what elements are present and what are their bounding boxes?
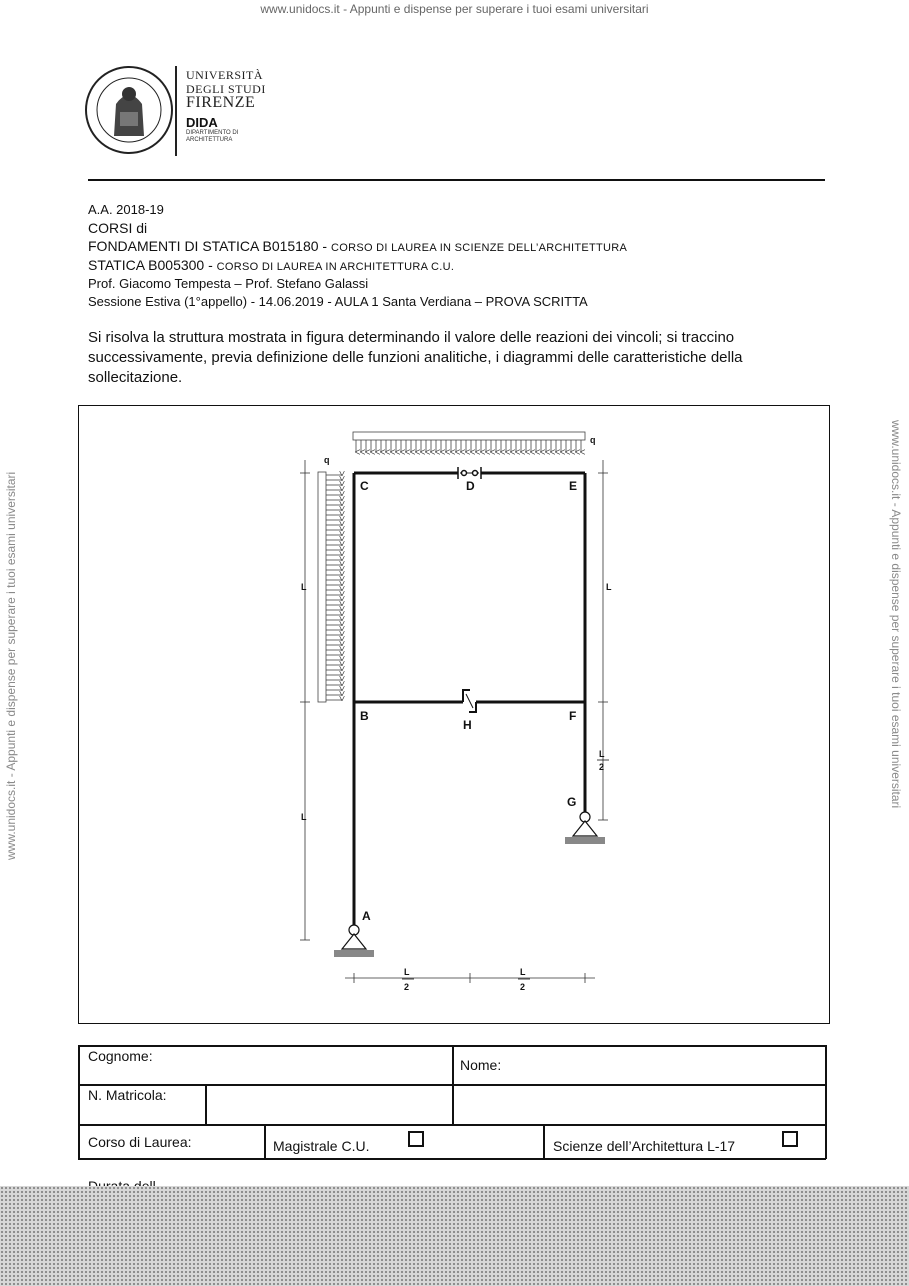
dim-l-left-upper: L — [301, 582, 307, 592]
ground-g — [565, 837, 605, 844]
form-right — [825, 1045, 827, 1159]
dimension-lines — [300, 460, 608, 983]
dim-l-right: L — [606, 582, 612, 592]
top-watermark: www.unidocs.it - Appunti e dispense per superare i tuoi esami universitari — [260, 2, 649, 16]
logo-line2: DEGLI STUDI — [186, 82, 266, 96]
logo-dip1: DIPARTIMENTO DI — [186, 130, 239, 136]
form-bottom — [78, 1158, 826, 1160]
corso-label: Corso di Laurea: — [88, 1134, 192, 1150]
ground-a — [334, 950, 374, 957]
logo-line3: FIRENZE — [186, 94, 256, 111]
dim-half-bottom-left-den: 2 — [404, 982, 410, 992]
form-corso-divider — [264, 1124, 266, 1159]
logo-dida: DIDA — [186, 115, 218, 130]
magistrale-label: Magistrale C.U. — [273, 1138, 370, 1154]
label-g: G — [567, 795, 577, 809]
dim-half-right-num: L — [599, 749, 605, 759]
scienze-label: Scienze dell’Architettura L-17 — [553, 1138, 736, 1154]
scienze-checkbox[interactable] — [782, 1131, 798, 1147]
top-distributed-load — [353, 432, 585, 452]
professors: Prof. Giacomo Tempesta – Prof. Stefano Galassi — [88, 276, 369, 291]
course1-sub: CORSO DI LAUREA IN SCIENZE DELL’ARCHITETTURA — [330, 242, 628, 254]
support-a — [342, 925, 366, 949]
dim-l-left-lower: L — [301, 812, 307, 822]
dim-half-bottom-right-den: 2 — [520, 982, 526, 992]
dim-half-right-den: 2 — [599, 762, 605, 772]
course2-name: STATICA B005300 - — [88, 257, 217, 273]
problem-statement: Si risolva la struttura mostrata in figura determinando il valore delle reazioni dei vincoli; si traccino successivamente, previa definizione delle funzioni analitiche, i diagrammi delle caratteristiche della sollecitazione. — [88, 329, 743, 386]
cognome-label: Cognome: — [88, 1048, 153, 1064]
academic-year: A.A. 2018-19 — [88, 202, 164, 217]
form-mid-divider — [452, 1045, 454, 1125]
load-q-left: q — [324, 455, 330, 465]
label-f: F — [569, 709, 577, 723]
label-e: E — [569, 479, 578, 493]
dim-half-bottom-left-num: L — [404, 967, 410, 977]
right-watermark: www.unidocs.it - Appunti e dispense per superare i tuoi esami universitari — [889, 420, 903, 809]
left-watermark: www.unidocs.it - Appunti e dispense per superare i tuoi esami universitari — [4, 471, 18, 860]
label-c: C — [360, 479, 369, 493]
magistrale-checkbox[interactable] — [408, 1131, 424, 1147]
matricola-label: N. Matricola: — [88, 1087, 167, 1103]
form-matricola-divider — [205, 1084, 207, 1125]
label-h: H — [463, 718, 472, 732]
corsi-label: CORSI di — [88, 220, 148, 236]
label-b: B — [360, 709, 369, 723]
session-info: Sessione Estiva (1°appello) - 14.06.2019 - AULA 1 Santa Verdiana – PROVA SCRITTA — [88, 294, 588, 309]
course1-name: FONDAMENTI DI STATICA B015180 - — [88, 238, 331, 254]
dim-half-bottom-right-num: L — [520, 967, 526, 977]
logo-dip2: ARCHITETTURA — [186, 137, 233, 143]
nome-label: Nome: — [460, 1057, 502, 1073]
form-scienze-divider — [543, 1124, 545, 1159]
course2-sub: CORSO DI LAUREA IN ARCHITETTURA C.U. — [216, 261, 455, 273]
frame-members — [354, 473, 585, 925]
form-left — [78, 1045, 80, 1159]
dotted-mask — [0, 1186, 909, 1286]
hinge-d — [458, 467, 481, 479]
sliding-joint-h — [463, 690, 476, 712]
label-a: A — [362, 909, 371, 923]
label-d: D — [466, 479, 475, 493]
logo-line1: UNIVERSITÀ — [186, 68, 263, 82]
support-g — [573, 812, 597, 836]
left-distributed-load — [318, 472, 342, 702]
load-q-top: q — [590, 435, 596, 445]
